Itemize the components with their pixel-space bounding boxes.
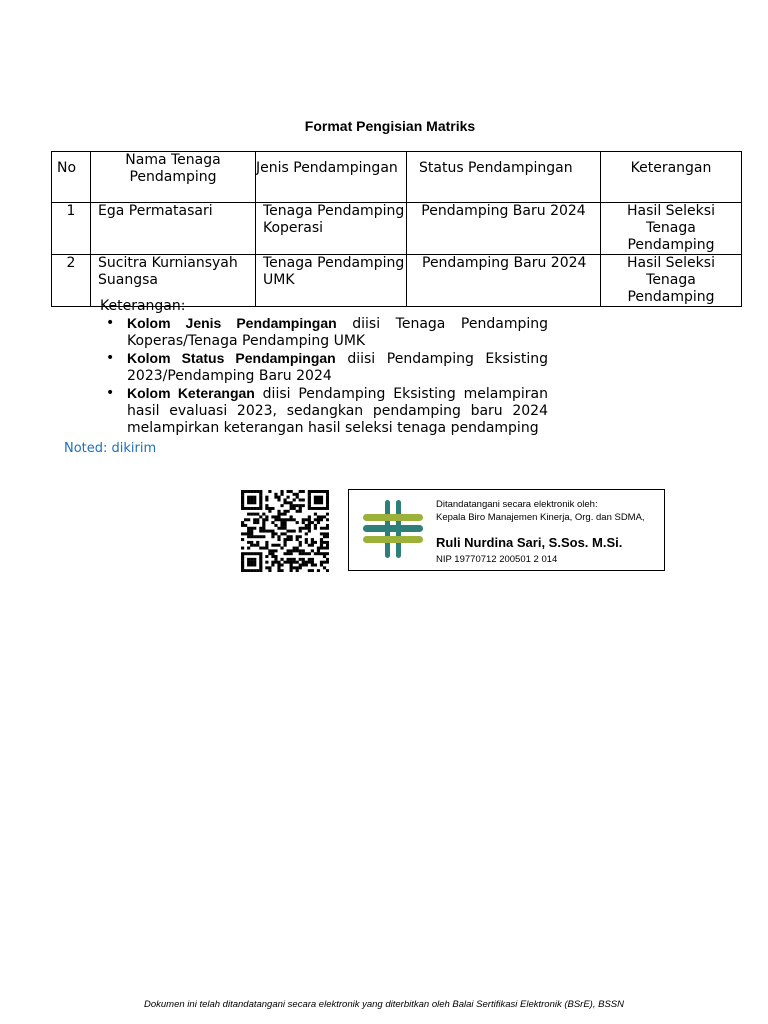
signature-line1: Ditandatangani secara elektronik oleh: bbox=[436, 499, 598, 510]
notes-section bbox=[100, 298, 548, 437]
bsre-logo-icon bbox=[361, 498, 425, 560]
note-bold: Kolom Keterangan bbox=[127, 385, 255, 401]
note-bold: Kolom Jenis Pendampingan bbox=[127, 315, 337, 331]
matrix-table bbox=[51, 151, 742, 307]
signer-nip: NIP 19770712 200501 2 014 bbox=[436, 554, 558, 565]
notes-heading: Keterangan: bbox=[100, 298, 186, 314]
list-item bbox=[127, 350, 548, 385]
cell-jenis: Tenaga Pendamping Koperasi bbox=[256, 203, 407, 255]
cell-keterangan: Hasil Seleksi Tenaga Pendamping bbox=[601, 255, 742, 307]
header-name: Nama Tenaga Pendamping bbox=[91, 152, 256, 203]
footer-text: Dokumen ini telah ditandatangani secara elektronik yang diterbitkan oleh Balai Sertifikasi Elektronik (BSrE), BSSN bbox=[144, 999, 624, 1010]
notes-list bbox=[100, 315, 548, 437]
qr-code-icon bbox=[241, 490, 329, 572]
cell-keterangan: Hasil Seleksi Tenaga Pendamping bbox=[601, 203, 742, 255]
cell-no: 1 bbox=[52, 203, 91, 255]
note-bold: Kolom Status Pendampingan bbox=[127, 350, 336, 366]
list-item bbox=[127, 385, 548, 437]
table-row bbox=[52, 203, 742, 255]
header-no: No bbox=[52, 152, 91, 203]
header-status: Status Pendampingan bbox=[407, 152, 601, 203]
table-header-row bbox=[52, 152, 742, 203]
signature-box bbox=[348, 489, 665, 571]
cell-status: Pendamping Baru 2024 bbox=[407, 255, 601, 307]
signature-line2: Kepala Biro Manajemen Kinerja, Org. dan SDMA, bbox=[436, 512, 645, 523]
cell-name: Sucitra Kurniansyah Suangsa bbox=[91, 255, 256, 307]
header-keterangan: Keterangan bbox=[601, 152, 742, 203]
list-item bbox=[127, 315, 548, 350]
note-text: diisi Pendamping Eksisting melampiran hasil evaluasi 2023, sedangkan pendamping baru 2024 melampirkan keterangan hasil seleksi tenaga pendamping bbox=[127, 386, 548, 436]
cell-no: 2 bbox=[52, 255, 91, 307]
cell-name: Ega Permatasari bbox=[91, 203, 256, 255]
note-text: diisi Tenaga Pendamping Koperas/Tenaga Pendamping UMK bbox=[127, 316, 548, 349]
cell-jenis: Tenaga Pendamping UMK bbox=[256, 255, 407, 307]
note-text: diisi Pendamping Eksisting 2023/Pendamping Baru 2024 bbox=[127, 351, 549, 384]
noted-annotation: Noted: dikirim bbox=[64, 441, 157, 456]
header-jenis: Jenis Pendampingan bbox=[256, 152, 407, 203]
cell-status: Pendamping Baru 2024 bbox=[407, 203, 601, 255]
signer-name: Ruli Nurdina Sari, S.Sos. M.Si. bbox=[436, 535, 623, 550]
page-title: Format Pengisian Matriks bbox=[304, 118, 476, 134]
